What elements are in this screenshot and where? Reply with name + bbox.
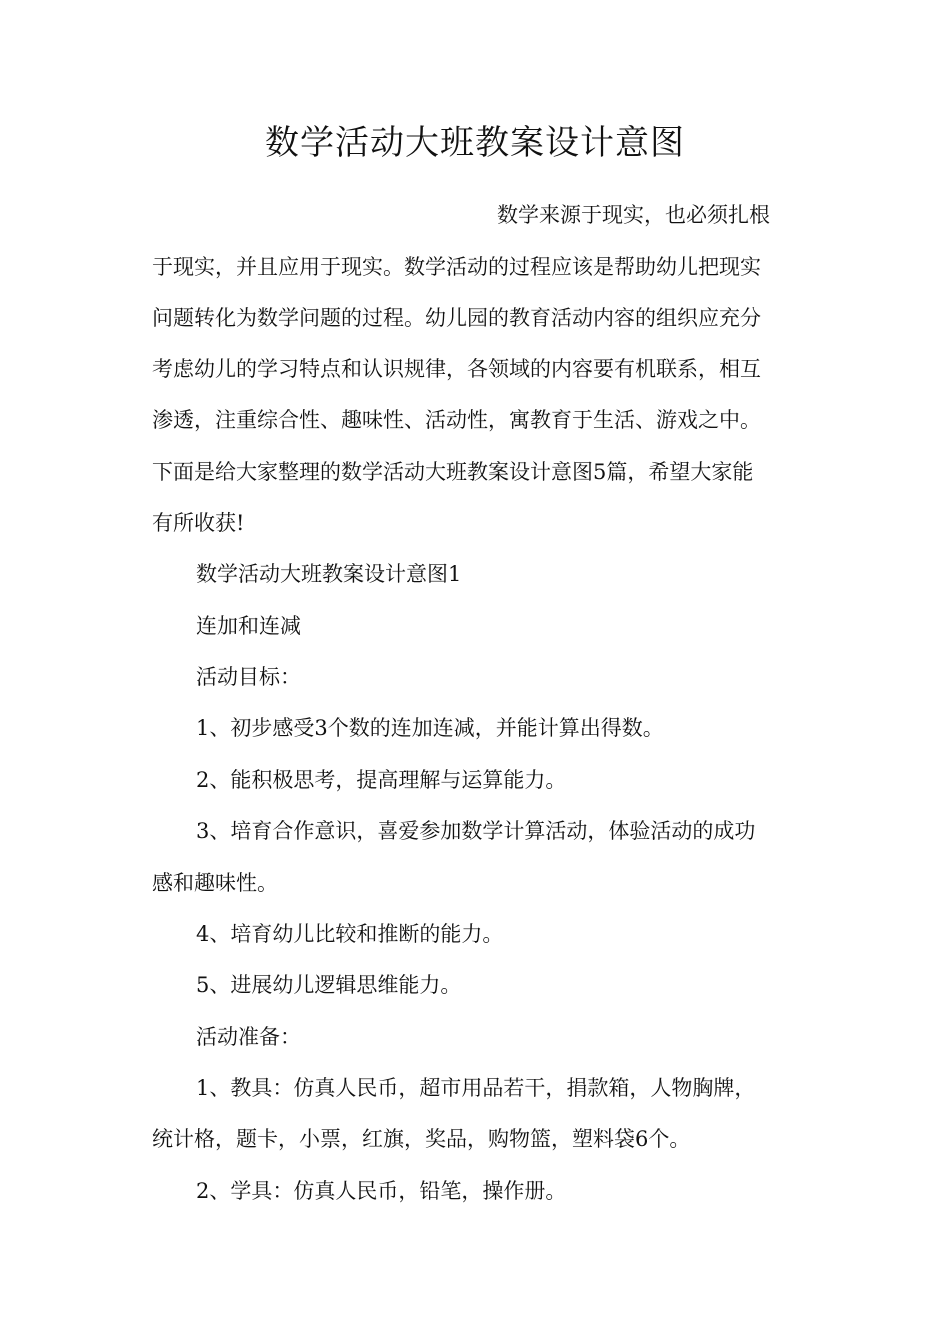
section-heading: 数学活动大班教案设计意图1 [196, 562, 462, 586]
goal-item-2: 2、能积极思考，提高理解与运算能力。 [196, 768, 567, 792]
preparation-item-2: 2、学具：仿真人民币，铅笔，操作册。 [196, 1179, 567, 1203]
intro-line-5: 渗透，注重综合性、趣味性、活动性，寓教育于生活、游戏之中。 [152, 408, 761, 432]
preparation-item-1: 1、教具：仿真人民币，超市用品若干，捐款箱，人物胸牌， [196, 1076, 756, 1100]
intro-line-6: 下面是给大家整理的数学活动大班教案设计意图5篇，希望大家能 [152, 460, 754, 484]
document-title: 数学活动大班教案设计意图 [265, 123, 685, 163]
lesson-title: 连加和连减 [196, 614, 301, 638]
intro-line-3: 问题转化为数学问题的过程。幼儿园的教育活动内容的组织应充分 [152, 306, 761, 330]
goal-item-3: 3、培育合作意识，喜爱参加数学计算活动，体验活动的成功 [196, 819, 756, 843]
preparation-heading: 活动准备： [196, 1025, 301, 1049]
goals-heading: 活动目标： [196, 665, 301, 689]
goal-item-5: 5、进展幼儿逻辑思维能力。 [196, 973, 462, 997]
goal-item-1: 1、初步感受3个数的连加连减，并能计算出得数。 [196, 716, 664, 740]
goal-item-4: 4、培育幼儿比较和推断的能力。 [196, 922, 504, 946]
intro-line-1: 数学来源于现实，也必须扎根 [497, 203, 770, 227]
preparation-item-1-continued: 统计格，题卡，小票，红旗，奖品，购物篮，塑料袋6个。 [152, 1127, 691, 1151]
intro-line-2: 于现实，并且应用于现实。数学活动的过程应该是帮助幼儿把现实 [152, 255, 761, 279]
intro-line-7: 有所收获! [152, 511, 245, 535]
goal-item-3-continued: 感和趣味性。 [152, 871, 278, 895]
intro-line-4: 考虑幼儿的学习特点和认识规律，各领域的内容要有机联系，相互 [152, 357, 761, 381]
